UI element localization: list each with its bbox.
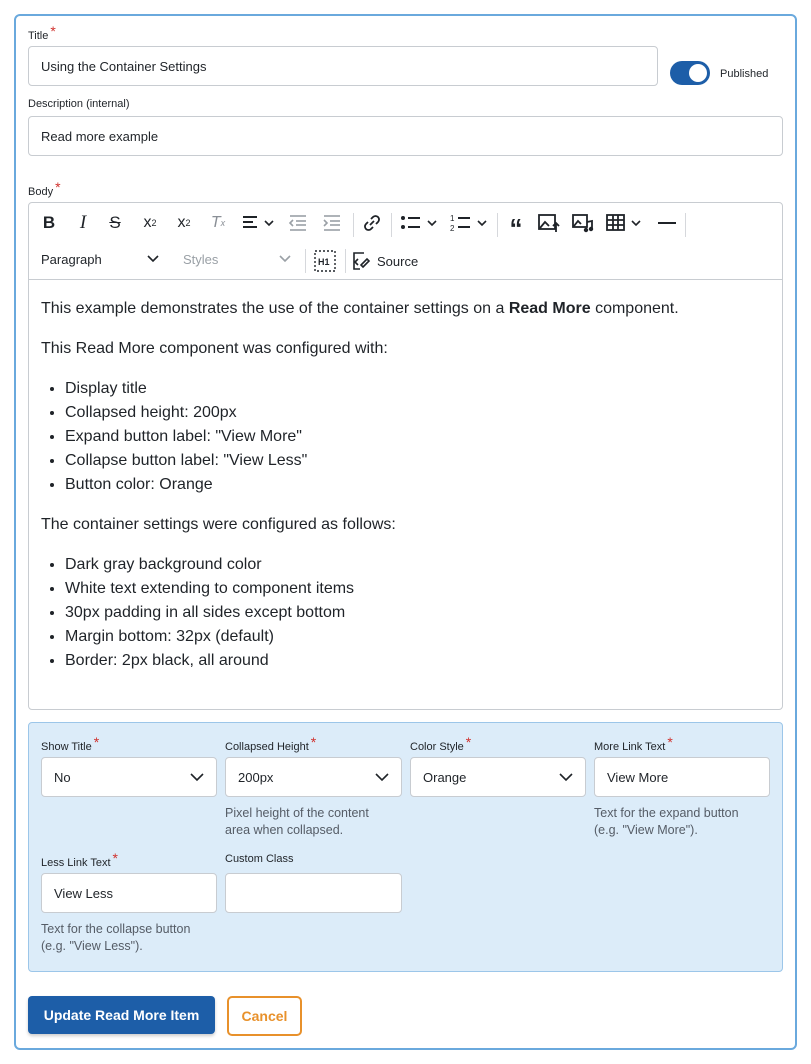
list-item: • Border: 2px black, all around xyxy=(65,649,770,673)
insert-table-icon[interactable] xyxy=(605,211,647,235)
chevron-down-icon xyxy=(147,255,159,263)
svg-text:1: 1 xyxy=(450,214,455,223)
link-icon[interactable] xyxy=(361,211,383,235)
list-item: • Dark gray background color xyxy=(65,553,770,577)
rich-text-editor[interactable] xyxy=(28,202,783,710)
source-code-icon xyxy=(351,251,371,271)
strikethrough-icon[interactable]: S xyxy=(109,213,121,232)
component-settings-panel xyxy=(28,722,783,972)
update-button[interactable]: Update Read More Item xyxy=(28,996,215,1034)
chevron-down-icon xyxy=(559,773,573,782)
color-style-label: Color Style * xyxy=(410,734,472,753)
svg-text:2: 2 xyxy=(450,224,455,232)
show-title-select[interactable] xyxy=(41,757,217,797)
list-item: • Collapsed height: 200px xyxy=(65,401,770,425)
paragraph-format-select[interactable] xyxy=(35,245,165,273)
less-link-text-label: Less Link Text * xyxy=(41,850,118,869)
bulleted-list-icon[interactable] xyxy=(399,211,441,235)
collapsed-height-select[interactable] xyxy=(225,757,402,797)
insert-media-icon[interactable] xyxy=(571,211,595,235)
source-button[interactable] xyxy=(351,249,418,273)
color-style-value: Orange xyxy=(423,769,467,785)
title-label: Title * xyxy=(28,23,56,42)
show-title-value: No xyxy=(54,769,71,785)
subscript-icon[interactable]: x 2 xyxy=(177,214,191,231)
required-marker: * xyxy=(310,734,317,750)
editor-content[interactable] xyxy=(41,297,770,689)
chevron-down-icon xyxy=(375,773,389,782)
svg-text:H1: H1 xyxy=(318,257,330,267)
insert-image-icon[interactable] xyxy=(537,211,561,235)
toolbar-separator xyxy=(305,249,306,273)
published-label: Published xyxy=(720,68,769,80)
italic-icon[interactable]: I xyxy=(79,212,87,233)
collapsed-height-label: Collapsed Height * xyxy=(225,734,317,753)
content-list xyxy=(41,553,770,673)
body-label: Body * xyxy=(28,179,61,198)
toolbar-separator xyxy=(497,213,498,237)
title-input[interactable] xyxy=(28,46,658,86)
color-style-select[interactable] xyxy=(410,757,586,797)
list-item: • Collapse button label: "View Less" xyxy=(65,449,770,473)
more-link-text-input[interactable] xyxy=(594,757,770,797)
horizontal-line-icon[interactable] xyxy=(655,211,679,235)
required-marker: * xyxy=(93,734,100,750)
list-item: • Button color: Orange xyxy=(65,473,770,497)
less-link-text-value: View Less xyxy=(54,885,114,901)
required-marker: * xyxy=(465,734,472,750)
toolbar-separator xyxy=(345,249,346,273)
content-paragraph: This Read More component was configured with: xyxy=(41,340,388,357)
toolbar-separator xyxy=(685,213,686,237)
paragraph-format-value: Paragraph xyxy=(41,251,102,267)
list-item: • White text extending to component items xyxy=(65,577,770,601)
styles-value: Styles xyxy=(183,251,219,267)
heading-block-icon[interactable] xyxy=(313,249,337,273)
custom-class-input[interactable] xyxy=(225,873,402,913)
required-marker: * xyxy=(50,23,56,39)
indent-increase-icon[interactable] xyxy=(321,211,343,235)
numbered-list-icon[interactable] xyxy=(449,211,491,235)
blockquote-icon[interactable]: “ xyxy=(509,213,523,243)
remove-format-icon[interactable]: T x xyxy=(210,214,226,231)
description-label: Description (internal) xyxy=(28,98,130,110)
chevron-down-icon xyxy=(190,773,204,782)
more-link-text-value: View More xyxy=(607,769,669,785)
content-list xyxy=(41,377,770,497)
indent-decrease-icon[interactable] xyxy=(287,211,309,235)
styles-select[interactable] xyxy=(177,245,297,273)
chevron-down-icon xyxy=(279,255,291,263)
content-paragraph: This example demonstrates the use of the container settings on a Read More component. xyxy=(41,300,679,317)
description-input[interactable] xyxy=(28,116,783,156)
toolbar-separator xyxy=(353,213,354,237)
alignment-icon[interactable] xyxy=(239,211,279,235)
bold-icon[interactable]: B xyxy=(42,213,56,232)
required-marker: * xyxy=(667,734,673,750)
toolbar-separator xyxy=(391,213,392,237)
required-marker: * xyxy=(112,850,118,866)
collapsed-height-value: 200px xyxy=(238,769,274,785)
more-link-text-help: Text for the expand button (e.g. "View More"). xyxy=(594,806,739,837)
collapsed-height-help: Pixel height of the content area when collapsed. xyxy=(225,806,369,837)
source-label: Source xyxy=(377,253,419,269)
content-paragraph: The container settings were configured as follows: xyxy=(41,516,396,533)
list-item: • Margin bottom: 32px (default) xyxy=(65,625,770,649)
less-link-text-help: Text for the collapse button (e.g. "View Less"). xyxy=(41,922,191,953)
custom-class-label: Custom Class xyxy=(225,853,294,865)
edit-form xyxy=(14,14,797,1050)
cancel-button[interactable]: Cancel xyxy=(227,996,302,1036)
published-toggle[interactable] xyxy=(670,61,710,85)
required-marker: * xyxy=(55,179,61,195)
list-item: • 30px padding in all sides except bottom xyxy=(65,601,770,625)
list-item: • Expand button label: "View More" xyxy=(65,425,770,449)
more-link-text-label: More Link Text * xyxy=(594,734,673,753)
less-link-text-input[interactable] xyxy=(41,873,217,913)
show-title-label: Show Title * xyxy=(41,734,100,753)
toolbar-divider xyxy=(29,279,782,280)
description-value: Read more example xyxy=(41,128,159,144)
list-item: • Display title xyxy=(65,377,770,401)
toggle-knob xyxy=(689,64,707,82)
superscript-icon[interactable]: x 2 xyxy=(143,214,157,231)
title-value: Using the Container Settings xyxy=(41,58,207,74)
